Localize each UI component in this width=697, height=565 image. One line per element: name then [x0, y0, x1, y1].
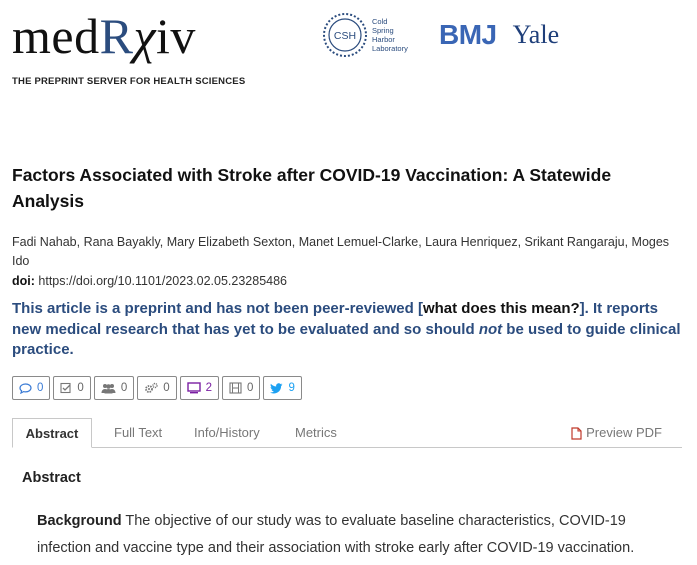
tab-full-text[interactable]: Full Text — [114, 425, 163, 440]
pdf-file-icon — [571, 427, 582, 440]
comments-counter[interactable]: 0 — [12, 376, 50, 400]
article-tabs — [12, 418, 682, 448]
tab-abstract[interactable]: Abstract — [12, 418, 92, 448]
doi-link[interactable]: https://doi.org/10.1101/2023.02.05.23285486 — [38, 274, 287, 288]
abstract-heading: Abstract — [22, 470, 81, 486]
author-list[interactable]: Fadi Nahab, Rana Bayakly, Mary Elizabeth Sexton, Manet Lemuel-Clarke, Laura Henriquez, Srikant Rangaraju, Moges Ido — [12, 235, 670, 268]
reviews-counter[interactable]: 0 — [53, 376, 90, 400]
background-text: The objective of our study was to evaluate baseline characteristics, COVID-19 infection and vaccine type and their association with stroke early after COVID-19 vaccination. — [37, 513, 635, 556]
site-logo-text: medRχiv — [12, 8, 196, 64]
twitter-icon — [270, 383, 283, 394]
people-icon — [101, 383, 116, 394]
csh-monogram: CSH — [333, 30, 357, 42]
media-counter[interactable]: 0 — [222, 376, 260, 400]
altmetric-counter[interactable]: 2 — [180, 376, 219, 400]
doi-line — [12, 274, 287, 288]
csh-seal-icon[interactable] — [322, 12, 368, 58]
abstract-background — [37, 508, 677, 562]
preprint-notice: This article is a preprint and has not been peer-reviewed [what does this mean?]. It reports new medical research that has yet to be evaluated and so should not be used to guide clinical practice. — [12, 300, 681, 358]
site-tagline: THE PREPRINT SERVER FOR HEALTH SCIENCES — [12, 76, 246, 87]
partner-logos — [322, 12, 559, 58]
yale-logo[interactable]: Yale — [512, 20, 560, 49]
csh-wordmark[interactable]: Cold Spring Harbor Laboratory — [372, 17, 408, 53]
twitter-counter[interactable]: 9 — [263, 376, 301, 400]
medrxiv-logo[interactable] — [12, 8, 245, 87]
background-label: Background — [37, 513, 122, 529]
what-does-this-mean-link[interactable]: what does this mean? — [422, 300, 580, 317]
tab-metrics[interactable]: Metrics — [295, 425, 337, 440]
article-title: Factors Associated with Stroke after COVID-19 Vaccination: A Statewide Analysis — [12, 165, 612, 211]
preview-pdf-button[interactable]: Preview PDF — [571, 418, 662, 448]
engagement-counters — [12, 376, 305, 400]
gears-icon — [144, 382, 158, 394]
tools-counter[interactable]: 0 — [137, 376, 176, 400]
monitor-icon — [187, 382, 201, 394]
doi-label: doi: — [12, 274, 35, 288]
film-icon — [229, 382, 242, 394]
community-counter[interactable]: 0 — [94, 376, 134, 400]
comment-icon — [19, 383, 32, 394]
bmj-logo[interactable]: BMJ — [439, 19, 497, 50]
checkbox-icon — [60, 382, 72, 394]
tab-info-history[interactable]: Info/History — [194, 425, 260, 440]
